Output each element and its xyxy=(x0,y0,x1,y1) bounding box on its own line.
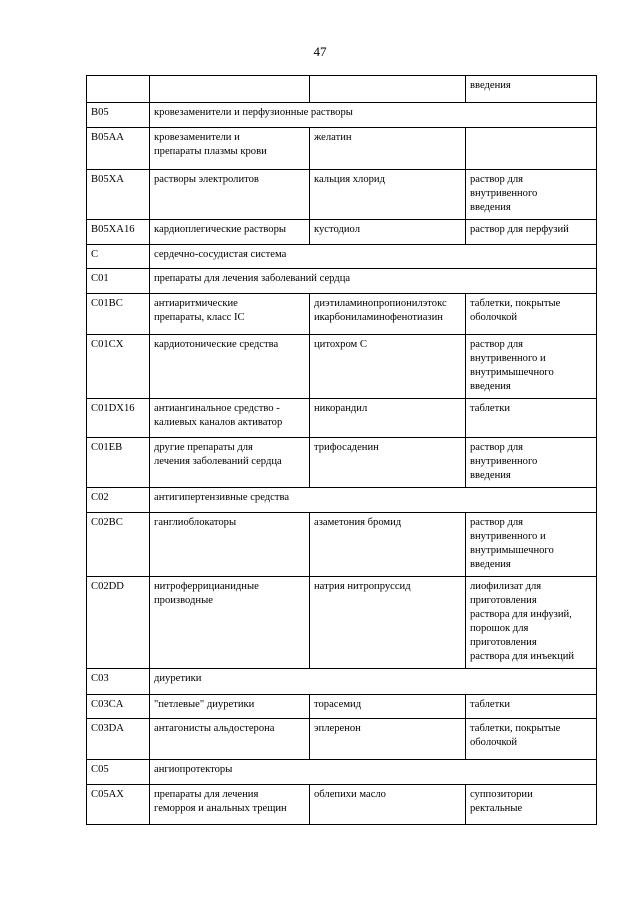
dosage-form-cell-text: раствор для внутривенного и внутримышечного введения xyxy=(470,339,554,392)
dosage-form-cell xyxy=(466,294,597,335)
group-name-cell-text: кровезаменители и перфузионные растворы xyxy=(154,107,353,118)
dosage-form-cell-text: раствор для внутривенного введения xyxy=(470,174,538,213)
atc-code-cell xyxy=(87,170,150,220)
substance-cell xyxy=(310,128,466,170)
dosage-form-cell xyxy=(466,76,597,103)
table-group-row xyxy=(87,669,597,695)
table-row xyxy=(87,513,597,577)
dosage-form-cell xyxy=(466,170,597,220)
atc-code-cell-text: C03 xyxy=(91,673,109,684)
atc-code-cell-text: C01 xyxy=(91,273,109,284)
dosage-form-cell-text: раствор для внутривенного введения xyxy=(470,442,538,481)
group-name-cell-text: антигипертензивные средства xyxy=(154,492,290,503)
atc-code-cell xyxy=(87,103,150,128)
substance-cell xyxy=(310,577,466,669)
substance-cell xyxy=(310,719,466,760)
atc-code-cell xyxy=(87,488,150,513)
group-name-cell-text: препараты для лечения геморроя и анальных трещин xyxy=(154,789,287,814)
group-name-cell xyxy=(150,438,310,488)
group-name-cell xyxy=(150,245,597,269)
dosage-form-cell xyxy=(466,719,597,760)
substance-cell-text: натрия нитропруссид xyxy=(314,581,411,592)
group-name-cell xyxy=(150,669,597,695)
atc-code-cell-text: C03DA xyxy=(91,723,124,734)
table-row xyxy=(87,695,597,719)
group-name-cell xyxy=(150,170,310,220)
group-name-cell xyxy=(150,719,310,760)
substance-cell xyxy=(310,335,466,399)
atc-code-cell xyxy=(87,513,150,577)
table-group-row xyxy=(87,488,597,513)
group-name-cell xyxy=(150,76,310,103)
table-row xyxy=(87,294,597,335)
page-number: 47 xyxy=(313,44,327,59)
group-name-cell-text: другие препараты для лечения заболеваний сердца xyxy=(154,442,282,467)
atc-code-cell-text: C05AX xyxy=(91,789,124,800)
group-name-cell xyxy=(150,488,597,513)
group-name-cell-text: нитроферрицианидные производные xyxy=(154,581,259,606)
atc-code-cell-text: C02 xyxy=(91,492,109,503)
group-name-cell-text: ангиопротекторы xyxy=(154,764,233,775)
atc-code-cell xyxy=(87,785,150,825)
group-name-cell-text: растворы электролитов xyxy=(154,174,259,185)
atc-code-cell-text: C01BC xyxy=(91,298,123,309)
substance-cell xyxy=(310,220,466,245)
atc-code-cell-text: C01CX xyxy=(91,339,124,350)
drug-classification-table xyxy=(86,75,597,825)
substance-cell-text: диэтиламинопропионилэтокс икарбониламинофенотиазин xyxy=(314,298,447,323)
dosage-form-cell-text: раствор для внутривенного и внутримышечного введения xyxy=(470,517,554,570)
group-name-cell xyxy=(150,294,310,335)
atc-code-cell xyxy=(87,669,150,695)
table-row xyxy=(87,170,597,220)
table-row xyxy=(87,438,597,488)
group-name-cell xyxy=(150,785,310,825)
atc-code-cell-text: C xyxy=(91,249,99,260)
group-name-cell-text: кардиотонические средства xyxy=(154,339,279,350)
substance-cell-text: желатин xyxy=(314,132,352,143)
atc-code-cell xyxy=(87,695,150,719)
group-name-cell xyxy=(150,577,310,669)
group-name-cell xyxy=(150,103,597,128)
group-name-cell xyxy=(150,399,310,438)
substance-cell xyxy=(310,785,466,825)
substance-cell-text: цитохром C xyxy=(314,339,367,350)
atc-code-cell-text: C05 xyxy=(91,764,109,775)
dosage-form-cell xyxy=(466,399,597,438)
group-name-cell xyxy=(150,128,310,170)
atc-code-cell xyxy=(87,76,150,103)
dosage-form-cell-text: таблетки xyxy=(470,403,511,414)
atc-code-cell-text: C01EB xyxy=(91,442,123,453)
group-name-cell-text: диуретики xyxy=(154,673,202,684)
atc-code-cell xyxy=(87,399,150,438)
atc-code-cell-text: C01DX16 xyxy=(91,403,135,414)
dosage-form-cell xyxy=(466,438,597,488)
atc-code-cell xyxy=(87,577,150,669)
substance-cell xyxy=(310,513,466,577)
group-name-cell-text: "петлевые" диуретики xyxy=(154,699,255,710)
table-row xyxy=(87,76,597,103)
group-name-cell-text: антагонисты альдостерона xyxy=(154,723,275,734)
atc-code-cell-text: B05XA xyxy=(91,174,124,185)
table-group-row xyxy=(87,245,597,269)
dosage-form-cell-text: таблетки, покрытые оболочкой xyxy=(470,723,561,748)
substance-cell-text: торасемид xyxy=(314,699,362,710)
table-row xyxy=(87,128,597,170)
group-name-cell-text: препараты для лечения заболеваний сердца xyxy=(154,273,351,284)
atc-code-cell xyxy=(87,760,150,785)
substance-cell-text: трифосаденин xyxy=(314,442,379,453)
atc-code-cell xyxy=(87,128,150,170)
group-name-cell-text: кардиоплегические растворы xyxy=(154,224,287,235)
dosage-form-cell xyxy=(466,335,597,399)
dosage-form-cell-text: раствор для перфузий xyxy=(470,224,569,235)
table-row xyxy=(87,785,597,825)
atc-code-cell-text: B05 xyxy=(91,107,109,118)
substance-cell-text: кустодиол xyxy=(314,224,360,235)
group-name-cell xyxy=(150,695,310,719)
table-row xyxy=(87,719,597,760)
dosage-form-cell xyxy=(466,513,597,577)
dosage-form-cell xyxy=(466,220,597,245)
group-name-cell-text: антиангинальное средство - калиевых каналов активатор xyxy=(154,403,283,428)
atc-code-cell-text: C02DD xyxy=(91,581,124,592)
dosage-form-cell xyxy=(466,785,597,825)
group-name-cell xyxy=(150,335,310,399)
atc-code-cell xyxy=(87,220,150,245)
group-name-cell-text: антиаритмические препараты, класс IC xyxy=(154,298,245,323)
table-row xyxy=(87,220,597,245)
substance-cell xyxy=(310,170,466,220)
atc-code-cell xyxy=(87,245,150,269)
atc-code-cell xyxy=(87,335,150,399)
group-name-cell xyxy=(150,760,597,785)
substance-cell-text: никорандил xyxy=(314,403,368,414)
table-row xyxy=(87,399,597,438)
substance-cell-text: эплеренон xyxy=(314,723,361,734)
table-group-row xyxy=(87,269,597,294)
atc-code-cell xyxy=(87,294,150,335)
dosage-form-cell-text: таблетки xyxy=(470,699,511,710)
substance-cell-text: азаметония бромид xyxy=(314,517,402,528)
atc-code-cell-text: C03CA xyxy=(91,699,124,710)
dosage-form-cell-text: введения xyxy=(470,80,511,91)
dosage-form-cell-text: таблетки, покрытые оболочкой xyxy=(470,298,561,323)
substance-cell-text: облепихи масло xyxy=(314,789,386,800)
dosage-form-cell-text: лиофилизат для приготовления раствора для инфузий, порошок для приготовления раствора для инъекций xyxy=(470,581,575,662)
atc-code-cell-text: B05AA xyxy=(91,132,124,143)
substance-cell xyxy=(310,294,466,335)
atc-code-cell xyxy=(87,438,150,488)
group-name-cell xyxy=(150,513,310,577)
atc-code-cell xyxy=(87,269,150,294)
table-row xyxy=(87,335,597,399)
group-name-cell-text: кровезаменители и препараты плазмы крови xyxy=(154,132,267,157)
substance-cell-text: кальция хлорид xyxy=(314,174,385,185)
substance-cell xyxy=(310,399,466,438)
group-name-cell xyxy=(150,269,597,294)
substance-cell xyxy=(310,76,466,103)
atc-code-cell xyxy=(87,719,150,760)
substance-cell xyxy=(310,695,466,719)
group-name-cell xyxy=(150,220,310,245)
table-group-row xyxy=(87,760,597,785)
dosage-form-cell xyxy=(466,128,597,170)
group-name-cell-text: сердечно-сосудистая система xyxy=(154,249,287,260)
dosage-form-cell xyxy=(466,577,597,669)
atc-code-cell-text: B05XA16 xyxy=(91,224,135,235)
dosage-form-cell xyxy=(466,695,597,719)
dosage-form-cell-text: суппозитории ректальные xyxy=(470,789,533,814)
atc-code-cell-text: C02BC xyxy=(91,517,123,528)
group-name-cell-text: ганглиоблокаторы xyxy=(154,517,237,528)
table-group-row xyxy=(87,103,597,128)
table-row xyxy=(87,577,597,669)
substance-cell xyxy=(310,438,466,488)
